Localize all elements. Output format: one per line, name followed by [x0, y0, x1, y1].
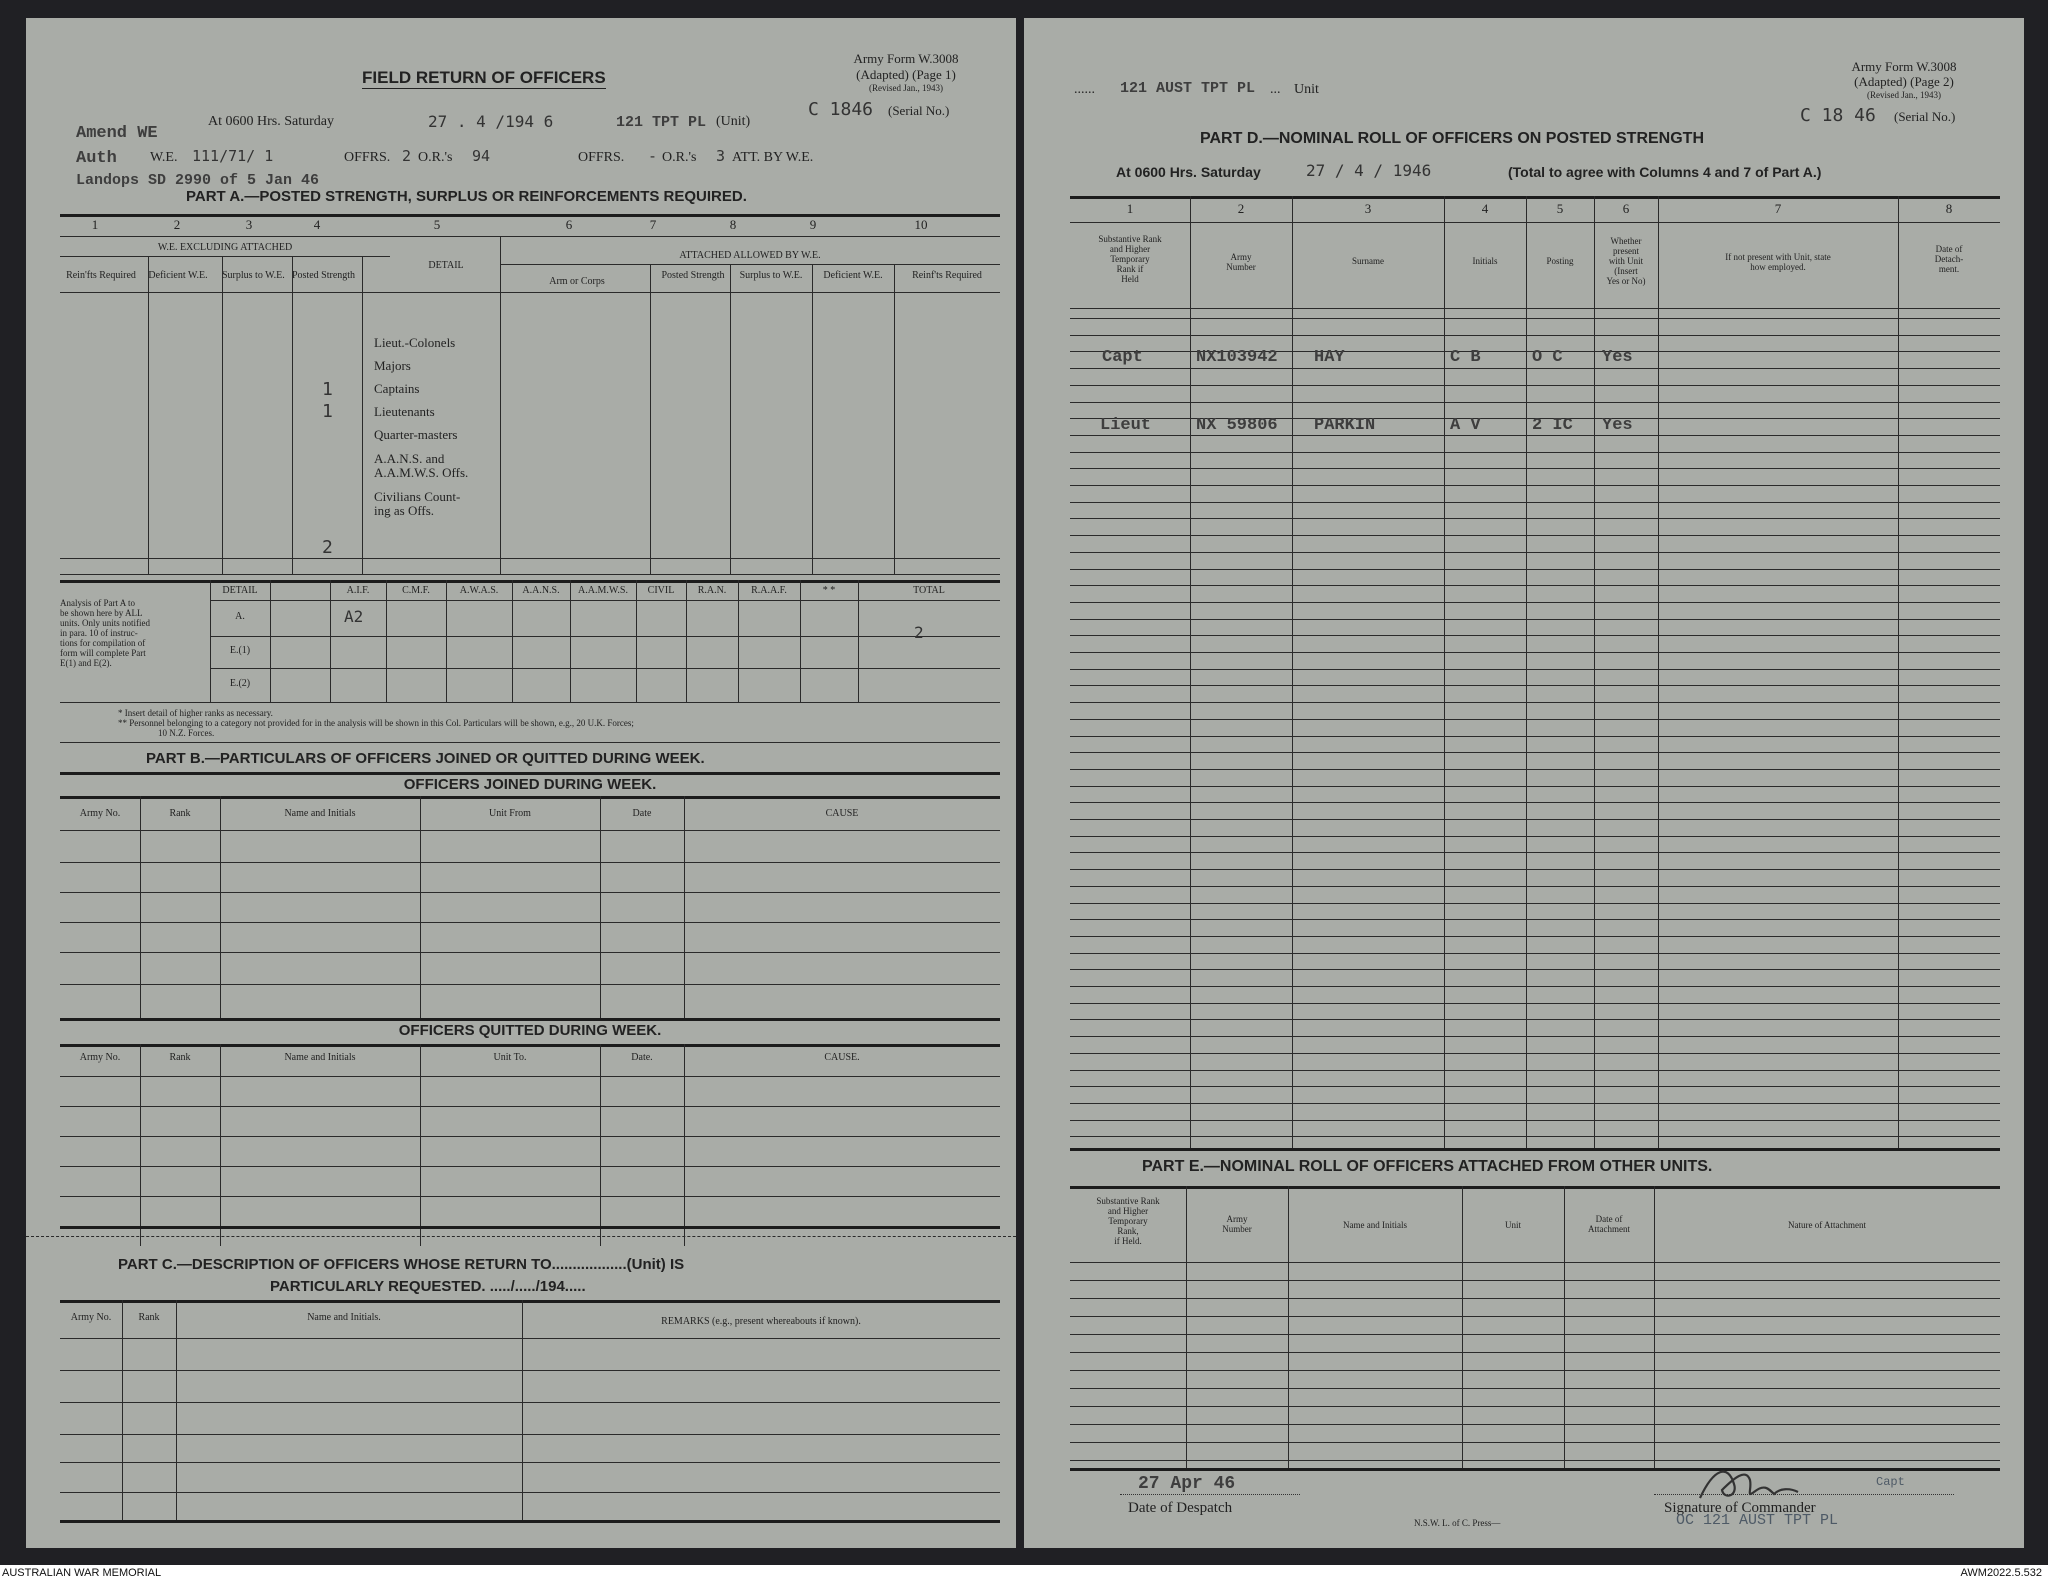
ruled-line	[1070, 502, 2000, 503]
joined-heading: OFFICERS JOINED DURING WEEK.	[403, 776, 657, 793]
amend-stamp: Amend WE	[76, 124, 158, 143]
part-a-heading: PART A.—POSTED STRENGTH, SURPLUS OR REINFORCEMENTS REQUIRED.	[186, 188, 747, 205]
ruled-line	[1070, 1070, 2000, 1071]
ruled-line	[1070, 1120, 2000, 1121]
row1-surname: HAY	[1314, 348, 1345, 367]
row2-present: Yes	[1602, 416, 1633, 435]
offrs2-label: OFFRS.	[578, 150, 625, 165]
posted-lieuts: 1	[322, 401, 333, 422]
footer-bar	[0, 1565, 2048, 1582]
form-id: Army Form W.3008	[853, 51, 959, 66]
footer-right: AWM2022.5.532	[1960, 1567, 2042, 1579]
att-label: ATT. BY W.E.	[732, 150, 814, 165]
form-revised: (Revised Jan., 1943)	[869, 83, 943, 93]
date-value: 27 . 4 /194 6	[428, 112, 554, 131]
ruled-line	[1070, 685, 2000, 686]
offrs-label: OFFRS.	[344, 150, 391, 165]
row1-rank: Capt	[1102, 348, 1143, 367]
ruled-line	[1070, 1086, 2000, 1087]
ruled-line	[1070, 802, 2000, 803]
ruled-line	[1070, 518, 2000, 519]
quitted-heading: OFFICERS QUITTED DURING WEEK.	[398, 1022, 662, 1039]
ruled-line	[1070, 752, 2000, 753]
aif-value: A2	[344, 607, 364, 626]
ruled-line	[1070, 535, 2000, 536]
ruled-line	[1070, 468, 2000, 469]
form-id-2: Army Form W.3008	[1851, 59, 1957, 74]
ruled-line	[1070, 919, 2000, 920]
row2-rank: Lieut	[1100, 416, 1152, 435]
ruled-line	[1070, 786, 2000, 787]
attached-allowed-header: ATTACHED ALLOWED BY W.E.	[679, 250, 821, 261]
ruled-line	[1070, 719, 2000, 720]
right-page: ...... 121 AUST TPT PL ... Unit Army Form W.3008 (Adapted) (Page 2) (Revised Jan., 1943) C 18 46 (Serial No.) PART D.—NOMINAL ROLL OF OFFICERS ON POSTED STRENGTH At 0600 Hrs. Saturday 27 / 4 / 1946 (Total to agree with Columns 4 and 7 of Part A.) 1 2 3 4 5 6 7 8 Substantive Rank and Higher Temporary Rank if Held Army Number Surname Initials Posting Whether present with Unit (Insert Yes or No) If not present with Unit, state how employed. Date of Detach- ment. Capt NX103942 HAY C B O C Yes Lieut NX 59806 PARKIN A V 2 IC Yes PART E.—NOMINAL ROLL OF OFFICERS ATTACHED FROM OTHER UNITS. Substantive Rank and Higher Temporary Rank, if Held. Army Number Name and Initials Unit Date of Attachment Nature of Attachment 27 Apr 46 Date of Despatch N.S.W. L. of C. Press— Capt Signature of Commander OC 121 AUST TPT PL	[1024, 18, 2024, 1548]
row2-number: NX 59806	[1196, 416, 1278, 435]
unit-line-value: 121 AUST TPT PL	[1120, 80, 1256, 97]
signature-label: Signature of Commander	[1664, 1500, 1816, 1516]
ruled-line	[1070, 936, 2000, 937]
we-value: 111/71/ 1	[192, 147, 274, 165]
despatch-label: Date of Despatch	[1128, 1500, 1233, 1516]
signature-capt: Capt	[1876, 1475, 1905, 1489]
ruled-line	[1070, 1298, 2000, 1299]
row1-number: NX103942	[1196, 348, 1278, 367]
ruled-line	[1070, 1019, 2000, 1020]
part-e-heading: PART E.—NOMINAL ROLL OF OFFICERS ATTACHED FROM OTHER UNITS.	[1142, 1158, 1713, 1175]
part-c-heading-2: PARTICULARLY REQUESTED. ...../...../194.....	[270, 1278, 586, 1295]
total-value: 2	[914, 623, 924, 642]
ruled-line	[1070, 903, 2000, 904]
form-title: FIELD RETURN OF OFFICERS	[362, 68, 606, 87]
form-revised-2: (Revised Jan., 1943)	[1867, 90, 1941, 100]
ruled-line	[1070, 452, 2000, 453]
ruled-line	[1070, 385, 2000, 386]
ruled-line	[1070, 1036, 2000, 1037]
ruled-line	[1070, 1262, 2000, 1263]
offrs-value: 2	[402, 147, 412, 165]
ruled-line	[1070, 1406, 2000, 1407]
ruled-line	[1070, 1136, 2000, 1137]
ruled-line	[1070, 1003, 2000, 1004]
we-label: W.E.	[150, 150, 178, 165]
row2-surname: PARKIN	[1314, 416, 1376, 435]
unit-label: (Unit)	[716, 114, 751, 129]
form-adapted-2: (Adapted) (Page 2)	[1854, 74, 1954, 89]
ruled-line	[1070, 368, 2000, 369]
unit-value: 121 TPT PL	[616, 114, 707, 131]
offrs2-value: -	[648, 147, 658, 165]
ruled-line	[1070, 402, 2000, 403]
ruled-line	[1070, 886, 2000, 887]
date-value-2: 27 / 4 / 1946	[1306, 161, 1432, 180]
ruled-line	[1070, 819, 2000, 820]
ruled-line	[1070, 635, 2000, 636]
signature-stamp: OC 121 AUST TPT PL	[1676, 1512, 1839, 1529]
ruled-line	[1070, 619, 2000, 620]
ruled-line	[1070, 1424, 2000, 1425]
ors2-value: 3	[716, 147, 726, 165]
at-line-2: At 0600 Hrs. Saturday	[1116, 164, 1261, 180]
serial-value-2: C 18 46	[1800, 105, 1876, 126]
ruled-line	[1070, 652, 2000, 653]
ruled-line	[1070, 569, 2000, 570]
ruled-line	[1070, 1316, 2000, 1317]
ruled-line	[1070, 986, 2000, 987]
ruled-line	[1070, 836, 2000, 837]
ruled-line	[1070, 318, 2000, 319]
row1-posting: O C	[1532, 348, 1563, 367]
ruled-line	[1070, 335, 2000, 336]
total-note: (Total to agree with Columns 4 and 7 of Part A.)	[1508, 164, 1822, 180]
ruled-line	[1070, 769, 2000, 770]
serial-label: (Serial No.)	[888, 103, 950, 118]
part-c-heading-1: PART C.—DESCRIPTION OF OFFICERS WHOSE RETURN TO..................(Unit) IS	[118, 1256, 685, 1273]
row2-initials: A V	[1450, 416, 1481, 435]
ors-value: 94	[472, 147, 491, 165]
ruled-line	[1070, 969, 2000, 970]
ruled-line	[1070, 1352, 2000, 1353]
unit-line-label: Unit	[1294, 82, 1319, 97]
page-fold	[1016, 0, 1024, 1565]
posted-captains: 1	[322, 379, 333, 400]
we-excl-header: W.E. EXCLUDING ATTACHED	[157, 242, 293, 253]
posted-total: 2	[322, 537, 333, 558]
ors-label: O.R.'s	[418, 150, 453, 165]
ruled-line	[1070, 1053, 2000, 1054]
ruled-line	[1070, 1334, 2000, 1335]
ruled-line	[1070, 1442, 2000, 1443]
ruled-line	[1070, 602, 2000, 603]
left-page: FIELD RETURN OF OFFICERS Army Form W.3008 (Adapted) (Page 1) (Revised Jan., 1943) C 1846 (Serial No.) At 0600 Hrs. Saturday 27 . 4 /194 6 121 TPT PL (Unit) Amend WE Auth W.E. 111/71/ 1 OFFRS. 2 O.R.'s 94 OFFRS. - O.R.'s 3 ATT. BY W.E. Landops SD 2990 of 5 Jan 46 PART A.—POSTED STRENGTH, SURPLUS OR REINFORCEMENTS REQUIRED. 1 2 3 4 5 6 7 8 9 10 W.E. EXCLUDING ATTACHED ATTACHED ALLOWED BY W.E. Rein'fts Required Deficient W.E. Surplus to W.E. Posted Strength DETAIL Arm or Corps Posted Strength Surplus to W.E. Deficient W.E. Reinf'ts Required Lieut.-Colonels Majors Captains Lieutenants Quarter-masters A.A.N.S. and A.A.M.W.S. Offs. Civilians Count- ing as Offs. 1 1 2 Analysis of Part A to be shown here by ALL units. Only units notified in para. 10 of instruc- tions for compilation of form will complete Part E(1) and E(2). DETAIL A.I.F. C.M.F. A.W.A.S. A.A.N.S. A.A.M.W.S. CIVIL R.A.N. R.A.A.F. * * TOTAL A. E.(1) E.(2) A2 2 * Insert detail of higher ranks as necessary. ** Personnel belonging to a category not provided for in the analysis will be shown in this Col. Particulars will be shown, e.g., 20 U.K. Forces; 10 N.Z. Forces. PART B.—PARTICULARS OF OFFICERS JOINED OR QUITTED DURING WEEK. OFFICERS JOINED DURING WEEK. Army No. Rank Name and Initials Unit From Date CAUSE OFFICERS QUITTED DURING WEEK. Army No. Rank Name and Initials Unit To. Date. CAUSE. PART C.—DESCRIPTION OF OFFICERS WHOSE RETURN TO..................(Unit) IS PARTICULARLY REQUESTED. ...../...../194..... Army No. Rank Name and Initials. REMARKS (e.g., present whereabouts if known).	[26, 18, 1016, 1548]
landops-stamp: Landops SD 2990 of 5 Jan 46	[76, 172, 320, 189]
ors2-label: O.R.'s	[662, 150, 697, 165]
serial-value: C 1846	[808, 99, 874, 120]
part-b-heading: PART B.—PARTICULARS OF OFFICERS JOINED OR QUITTED DURING WEEK.	[146, 750, 705, 767]
auth-stamp: Auth	[76, 149, 117, 168]
ruled-line	[1070, 552, 2000, 553]
ruled-line	[1070, 1370, 2000, 1371]
ruled-line	[1070, 869, 2000, 870]
ruled-line	[1070, 585, 2000, 586]
ruled-line	[1070, 485, 2000, 486]
ruled-line	[1070, 1103, 2000, 1104]
row1-initials: C B	[1450, 348, 1481, 367]
despatch-value: 27 Apr 46	[1138, 1474, 1236, 1494]
footer-left: AUSTRALIAN WAR MEMORIAL	[2, 1567, 162, 1579]
serial-label-2: (Serial No.)	[1894, 109, 1956, 124]
ruled-line	[1070, 1388, 2000, 1389]
row2-posting: 2 IC	[1532, 416, 1573, 435]
ruled-line	[1070, 1280, 2000, 1281]
at-line: At 0600 Hrs. Saturday	[208, 114, 334, 129]
ruled-line	[1070, 953, 2000, 954]
ruled-line	[1070, 852, 2000, 853]
analysis-note: Analysis of Part A to be shown here by ALL units. Only units notified in para. 10 of instruc- tions for compilation of form will complete Part E(1) and E(2).	[60, 598, 150, 668]
ruled-line	[1070, 736, 2000, 737]
form-adapted: (Adapted) (Page 1)	[856, 67, 956, 82]
ruled-line	[1070, 702, 2000, 703]
ruled-line	[1070, 669, 2000, 670]
part-d-heading: PART D.—NOMINAL ROLL OF OFFICERS ON POSTED STRENGTH	[1200, 130, 1705, 147]
press-imprint: N.S.W. L. of C. Press—	[1414, 1518, 1501, 1528]
row1-present: Yes	[1602, 348, 1633, 367]
